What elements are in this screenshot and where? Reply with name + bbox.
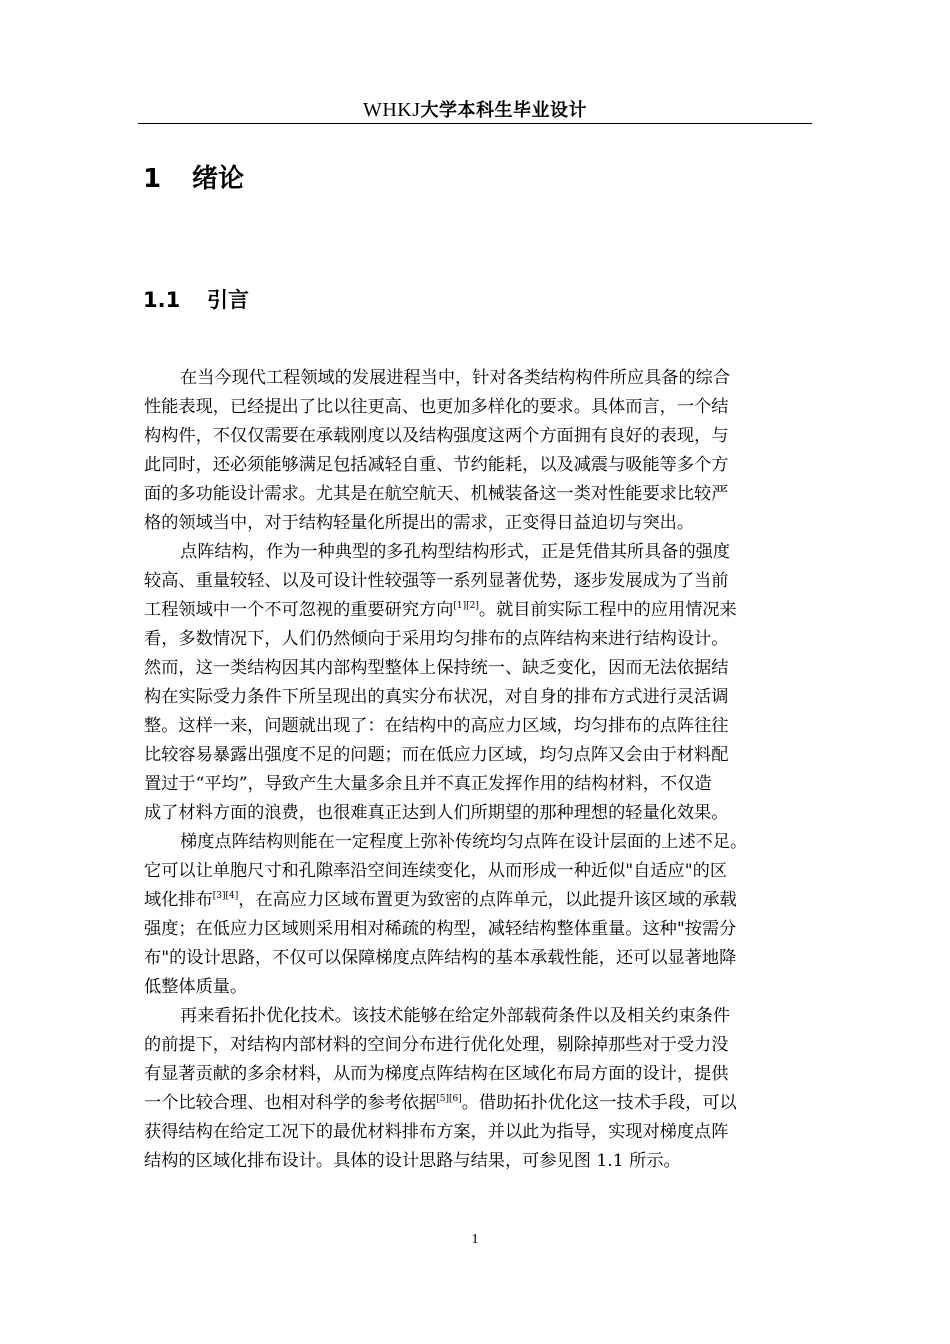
line-text: 面的多功能设计需求。尤其是在航空航天、机械装备这一类对性能要求比较严 <box>144 484 729 504</box>
citation: [3][4] <box>212 891 239 901</box>
section-title: 引言 <box>207 288 249 312</box>
line-text: 低整体质量。 <box>144 977 248 997</box>
page-header <box>138 96 812 124</box>
line-text: 性能表现，已经提出了比以往更高、也更加多样化的要求。具体而言，一个结 <box>144 397 729 417</box>
line-text: 构构件，不仅仅需要在承载刚度以及结构强度这两个方面拥有良好的表现，与 <box>144 426 729 446</box>
line-text: 的前提下，对结构内部材料的空间分布进行优化处理，剔除掉那些对于受力没 <box>144 1035 729 1055</box>
line-text: 一个比较合理、也相对科学的参考依据 <box>144 1093 437 1113</box>
paragraph-line <box>144 886 816 915</box>
line-text: 成了材料方面的浪费，也很难真正达到人们所期望的那种理想的轻量化效果。 <box>144 803 729 823</box>
paragraph-line <box>144 567 816 596</box>
paragraph-line <box>144 973 816 1002</box>
line-text: 在当今现代工程领域的发展进程当中，针对各类结构构件所应具备的综合 <box>180 368 731 388</box>
paragraph-line <box>144 625 816 654</box>
paragraph <box>144 364 816 538</box>
line-text: 构在实际受力条件下所呈现出的真实分布状况，对自身的排布方式进行灵活调 <box>144 687 729 707</box>
section-number: 1.1 <box>143 288 181 312</box>
line-text: 。借助拓扑优化这一技术手段，可以 <box>461 1093 737 1113</box>
paragraph-line <box>144 422 816 451</box>
line-text: 布"的设计思路，不仅可以保障梯度点阵结构的基本承载性能，还可以显著地降 <box>144 948 737 968</box>
line-text: 格的领域当中，对于结构轻量化所提出的需求，正变得日益迫切与突出。 <box>144 513 695 533</box>
header-abbreviation: WHKJ <box>362 99 421 121</box>
paragraph-line <box>144 596 816 625</box>
chapter-number: 1 <box>143 164 162 194</box>
line-text: 域化排布 <box>144 890 213 910</box>
paragraph-line <box>144 480 816 509</box>
line-text: 工程领域中一个不可忽视的重要研究方向 <box>144 600 454 620</box>
header-title: 大学本科生毕业设计 <box>420 100 588 121</box>
line-text: 再来看拓扑优化技术。该技术能够在给定外部载荷条件以及相关约束条件 <box>180 1006 731 1026</box>
line-text: 置过于“平均”，导致产生大量多余且并不真正发挥作用的结构材料，不仅造 <box>144 774 712 794</box>
paragraph-line <box>144 683 816 712</box>
paragraph <box>144 1002 816 1176</box>
paragraph-line <box>144 1147 816 1176</box>
paragraph-line <box>144 857 816 886</box>
chapter-heading <box>143 162 244 196</box>
chapter-title: 绪论 <box>192 164 245 194</box>
line-text: 比较容易暴露出强度不足的问题；而在低应力区域，均匀点阵又会由于材料配 <box>144 745 729 765</box>
paragraph <box>144 828 816 1002</box>
paragraph-line <box>144 451 816 480</box>
body-text <box>144 364 816 1176</box>
paragraph-line <box>144 1118 816 1147</box>
line-text: ，在高应力区域布置更为致密的点阵单元，以此提升该区域的承载 <box>238 890 737 910</box>
paragraph-line <box>144 509 816 538</box>
paragraph-line <box>144 770 816 799</box>
line-text: 结构的区域化排布设计。具体的设计思路与结果，可参见图 1.1 所示。 <box>144 1151 681 1171</box>
paragraph-line <box>144 364 816 393</box>
citation: [1][2] <box>453 601 479 611</box>
paragraph-line <box>144 741 816 770</box>
line-text: 梯度点阵结构则能在一定程度上弥补传统均匀点阵在设计层面的上述不足。 <box>180 832 748 852</box>
paragraph-line <box>144 915 816 944</box>
line-text: 获得结构在给定工况下的最优材料排布方案，并以此为指导，实现对梯度点阵 <box>144 1122 729 1142</box>
line-text: 较高、重量较轻、以及可设计性较强等一系列显著优势，逐步发展成为了当前 <box>144 571 729 591</box>
line-text: 然而，这一类结构因其内部构型整体上保持统一、缺乏变化，因而无法依据结 <box>144 658 729 678</box>
line-text: 看，多数情况下，人们仍然倾向于采用均匀排布的点阵结构来进行结构设计。 <box>144 629 729 649</box>
paragraph-line <box>144 1002 816 1031</box>
line-text: 强度；在低应力区域则采用相对稀疏的构型，减轻结构整体重量。这种"按需分 <box>144 919 737 939</box>
paragraph-line <box>144 944 816 973</box>
paragraph-line <box>144 828 816 857</box>
section-heading <box>143 286 249 314</box>
paragraph <box>144 538 816 828</box>
paragraph-line <box>144 1089 816 1118</box>
citation: [5][6] <box>436 1094 462 1104</box>
line-text: 。就目前实际工程中的应用情况来 <box>478 600 737 620</box>
paragraph-line <box>144 1031 816 1060</box>
page-number: 1 <box>471 1232 479 1247</box>
line-text: 此同时，还必须能够满足包括减轻自重、节约能耗，以及减震与吸能等多个方 <box>144 455 729 475</box>
line-text: 点阵结构，作为一种典型的多孔构型结构形式，正是凭借其所具备的强度 <box>180 542 731 562</box>
paragraph-line <box>144 799 816 828</box>
paragraph-line <box>144 712 816 741</box>
line-text: 它可以让单胞尺寸和孔隙率沿空间连续变化，从而形成一种近似"自适应"的区 <box>144 861 728 881</box>
line-text: 有显著贡献的多余材料，从而为梯度点阵结构在区域化布局方面的设计，提供 <box>144 1064 729 1084</box>
paragraph-line <box>144 393 816 422</box>
paragraph-line <box>144 538 816 567</box>
line-text: 整。这样一来，问题就出现了：在结构中的高应力区域，均匀排布的点阵往往 <box>144 716 729 736</box>
header-rule <box>138 123 812 124</box>
paragraph-line <box>144 654 816 683</box>
paragraph-line <box>144 1060 816 1089</box>
